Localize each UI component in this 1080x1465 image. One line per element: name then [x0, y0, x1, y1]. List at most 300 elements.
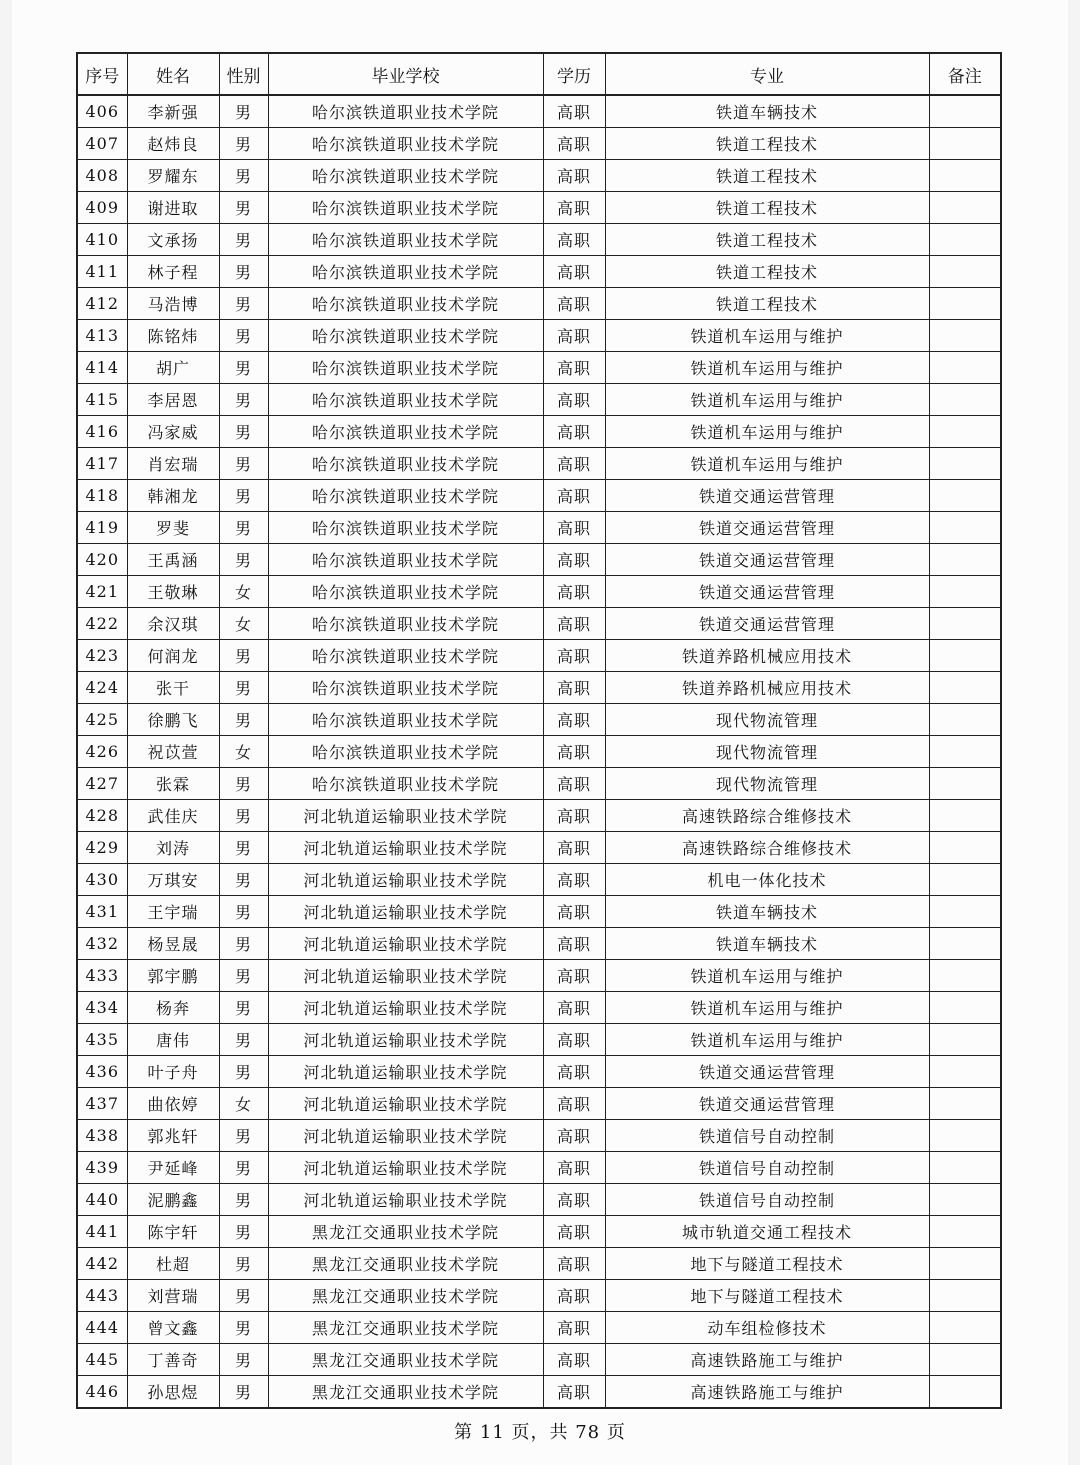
cell-education: 高职 [543, 1184, 605, 1216]
header-gender: 性别 [219, 53, 268, 95]
cell-remarks [929, 608, 1001, 640]
cell-gender: 男 [219, 320, 268, 352]
cell-remarks [929, 448, 1001, 480]
table-row [77, 736, 1001, 768]
cell-school: 河北轨道运输职业技术学院 [268, 992, 543, 1024]
cell-name: 刘营瑞 [127, 1280, 219, 1312]
cell-school: 河北轨道运输职业技术学院 [268, 1024, 543, 1056]
cell-gender: 男 [219, 1216, 268, 1248]
cell-remarks [929, 480, 1001, 512]
cell-name: 赵炜良 [127, 128, 219, 160]
cell-remarks [929, 1344, 1001, 1376]
cell-serial: 432 [77, 928, 127, 960]
cell-gender: 男 [219, 544, 268, 576]
cell-serial: 426 [77, 736, 127, 768]
cell-name: 泥鹏鑫 [127, 1184, 219, 1216]
cell-major: 铁道工程技术 [605, 160, 929, 192]
cell-serial: 415 [77, 384, 127, 416]
cell-gender: 男 [219, 512, 268, 544]
cell-school: 哈尔滨铁道职业技术学院 [268, 256, 543, 288]
cell-serial: 413 [77, 320, 127, 352]
table-row [77, 192, 1001, 224]
cell-school: 哈尔滨铁道职业技术学院 [268, 736, 543, 768]
cell-remarks [929, 1024, 1001, 1056]
cell-gender: 男 [219, 95, 268, 128]
cell-remarks [929, 1120, 1001, 1152]
cell-school: 河北轨道运输职业技术学院 [268, 896, 543, 928]
cell-education: 高职 [543, 192, 605, 224]
cell-name: 孙思煜 [127, 1376, 219, 1409]
cell-major: 铁道信号自动控制 [605, 1184, 929, 1216]
cell-gender: 男 [219, 256, 268, 288]
cell-education: 高职 [543, 1344, 605, 1376]
cell-remarks [929, 352, 1001, 384]
cell-serial: 408 [77, 160, 127, 192]
cell-name: 张干 [127, 672, 219, 704]
cell-education: 高职 [543, 736, 605, 768]
table-row [77, 1184, 1001, 1216]
cell-major: 铁道工程技术 [605, 256, 929, 288]
cell-major: 动车组检修技术 [605, 1312, 929, 1344]
cell-serial: 444 [77, 1312, 127, 1344]
cell-serial: 436 [77, 1056, 127, 1088]
cell-school: 哈尔滨铁道职业技术学院 [268, 480, 543, 512]
cell-remarks [929, 544, 1001, 576]
cell-education: 高职 [543, 1088, 605, 1120]
cell-education: 高职 [543, 512, 605, 544]
table-row [77, 1280, 1001, 1312]
cell-remarks [929, 320, 1001, 352]
cell-remarks [929, 416, 1001, 448]
cell-serial: 406 [77, 95, 127, 128]
table-row [77, 288, 1001, 320]
cell-school: 河北轨道运输职业技术学院 [268, 1184, 543, 1216]
table-row [77, 320, 1001, 352]
table-row [77, 384, 1001, 416]
cell-education: 高职 [543, 480, 605, 512]
cell-name: 何润龙 [127, 640, 219, 672]
cell-major: 铁道信号自动控制 [605, 1120, 929, 1152]
header-serial: 序号 [77, 53, 127, 95]
cell-serial: 416 [77, 416, 127, 448]
cell-school: 黑龙江交通职业技术学院 [268, 1248, 543, 1280]
cell-gender: 男 [219, 992, 268, 1024]
cell-school: 哈尔滨铁道职业技术学院 [268, 95, 543, 128]
cell-school: 哈尔滨铁道职业技术学院 [268, 160, 543, 192]
cell-major: 铁道机车运用与维护 [605, 320, 929, 352]
cell-serial: 423 [77, 640, 127, 672]
cell-remarks [929, 960, 1001, 992]
table-row [77, 960, 1001, 992]
cell-education: 高职 [543, 160, 605, 192]
table-row [77, 928, 1001, 960]
header-education: 学历 [543, 53, 605, 95]
cell-major: 铁道机车运用与维护 [605, 992, 929, 1024]
cell-serial: 417 [77, 448, 127, 480]
cell-education: 高职 [543, 1312, 605, 1344]
cell-education: 高职 [543, 1376, 605, 1409]
cell-school: 河北轨道运输职业技术学院 [268, 1056, 543, 1088]
cell-name: 曾文鑫 [127, 1312, 219, 1344]
cell-name: 祝苡萱 [127, 736, 219, 768]
table-row [77, 1248, 1001, 1280]
cell-school: 哈尔滨铁道职业技术学院 [268, 288, 543, 320]
cell-remarks [929, 288, 1001, 320]
table-row [77, 1344, 1001, 1376]
cell-school: 河北轨道运输职业技术学院 [268, 1120, 543, 1152]
cell-serial: 431 [77, 896, 127, 928]
cell-gender: 男 [219, 224, 268, 256]
table-row [77, 800, 1001, 832]
cell-education: 高职 [543, 1152, 605, 1184]
cell-school: 哈尔滨铁道职业技术学院 [268, 128, 543, 160]
cell-school: 黑龙江交通职业技术学院 [268, 1376, 543, 1409]
cell-name: 陈铭炜 [127, 320, 219, 352]
cell-school: 哈尔滨铁道职业技术学院 [268, 768, 543, 800]
cell-serial: 421 [77, 576, 127, 608]
table-row [77, 1088, 1001, 1120]
cell-education: 高职 [543, 1120, 605, 1152]
table-row [77, 640, 1001, 672]
cell-gender: 女 [219, 736, 268, 768]
cell-major: 城市轨道交通工程技术 [605, 1216, 929, 1248]
cell-gender: 男 [219, 960, 268, 992]
table-row [77, 128, 1001, 160]
cell-name: 谢进取 [127, 192, 219, 224]
cell-school: 河北轨道运输职业技术学院 [268, 960, 543, 992]
cell-gender: 女 [219, 608, 268, 640]
cell-major: 铁道交通运营管理 [605, 512, 929, 544]
table-row [77, 95, 1001, 128]
cell-remarks [929, 864, 1001, 896]
cell-gender: 男 [219, 1184, 268, 1216]
table-row [77, 256, 1001, 288]
cell-school: 河北轨道运输职业技术学院 [268, 928, 543, 960]
cell-education: 高职 [543, 416, 605, 448]
cell-name: 林子程 [127, 256, 219, 288]
cell-serial: 414 [77, 352, 127, 384]
cell-school: 哈尔滨铁道职业技术学院 [268, 672, 543, 704]
cell-name: 杨昱晟 [127, 928, 219, 960]
cell-serial: 429 [77, 832, 127, 864]
cell-major: 铁道机车运用与维护 [605, 352, 929, 384]
cell-serial: 425 [77, 704, 127, 736]
cell-major: 铁道养路机械应用技术 [605, 672, 929, 704]
table-row [77, 864, 1001, 896]
cell-major: 铁道车辆技术 [605, 928, 929, 960]
cell-major: 现代物流管理 [605, 768, 929, 800]
header-school: 毕业学校 [268, 53, 543, 95]
header-major: 专业 [605, 53, 929, 95]
cell-school: 河北轨道运输职业技术学院 [268, 832, 543, 864]
table-body [77, 95, 1001, 1408]
cell-serial: 419 [77, 512, 127, 544]
cell-remarks [929, 896, 1001, 928]
cell-gender: 男 [219, 1120, 268, 1152]
cell-name: 杜超 [127, 1248, 219, 1280]
cell-education: 高职 [543, 1216, 605, 1248]
cell-gender: 男 [219, 1344, 268, 1376]
cell-remarks [929, 1088, 1001, 1120]
table-row [77, 544, 1001, 576]
cell-name: 杨奔 [127, 992, 219, 1024]
cell-major: 铁道工程技术 [605, 288, 929, 320]
cell-name: 丁善奇 [127, 1344, 219, 1376]
table-row [77, 224, 1001, 256]
cell-education: 高职 [543, 640, 605, 672]
cell-serial: 443 [77, 1280, 127, 1312]
cell-education: 高职 [543, 1024, 605, 1056]
cell-major: 铁道工程技术 [605, 128, 929, 160]
table-row [77, 448, 1001, 480]
cell-gender: 男 [219, 640, 268, 672]
cell-serial: 434 [77, 992, 127, 1024]
graduate-roster-table [76, 52, 1002, 1409]
cell-school: 哈尔滨铁道职业技术学院 [268, 192, 543, 224]
cell-gender: 男 [219, 384, 268, 416]
cell-serial: 430 [77, 864, 127, 896]
cell-major: 铁道机车运用与维护 [605, 448, 929, 480]
cell-education: 高职 [543, 384, 605, 416]
cell-name: 王禹涵 [127, 544, 219, 576]
cell-gender: 女 [219, 1088, 268, 1120]
cell-name: 陈宇轩 [127, 1216, 219, 1248]
cell-serial: 442 [77, 1248, 127, 1280]
cell-name: 余汉琪 [127, 608, 219, 640]
cell-remarks [929, 992, 1001, 1024]
cell-gender: 男 [219, 1312, 268, 1344]
cell-remarks [929, 384, 1001, 416]
cell-remarks [929, 95, 1001, 128]
cell-education: 高职 [543, 704, 605, 736]
cell-name: 文承扬 [127, 224, 219, 256]
cell-name: 马浩博 [127, 288, 219, 320]
cell-school: 哈尔滨铁道职业技术学院 [268, 608, 543, 640]
cell-major: 铁道机车运用与维护 [605, 384, 929, 416]
table-row [77, 1056, 1001, 1088]
cell-school: 哈尔滨铁道职业技术学院 [268, 576, 543, 608]
cell-education: 高职 [543, 960, 605, 992]
cell-education: 高职 [543, 1056, 605, 1088]
cell-name: 胡广 [127, 352, 219, 384]
cell-remarks [929, 1184, 1001, 1216]
table-row [77, 576, 1001, 608]
cell-school: 哈尔滨铁道职业技术学院 [268, 320, 543, 352]
cell-remarks [929, 640, 1001, 672]
table-row [77, 480, 1001, 512]
cell-major: 高速铁路施工与维护 [605, 1376, 929, 1409]
cell-major: 现代物流管理 [605, 704, 929, 736]
table-row [77, 352, 1001, 384]
table-row [77, 704, 1001, 736]
cell-serial: 441 [77, 1216, 127, 1248]
cell-major: 地下与隧道工程技术 [605, 1248, 929, 1280]
cell-education: 高职 [543, 544, 605, 576]
cell-gender: 女 [219, 576, 268, 608]
cell-major: 铁道工程技术 [605, 224, 929, 256]
header-remarks: 备注 [929, 53, 1001, 95]
cell-gender: 男 [219, 1248, 268, 1280]
table-row [77, 1376, 1001, 1409]
cell-serial: 445 [77, 1344, 127, 1376]
cell-remarks [929, 224, 1001, 256]
cell-education: 高职 [543, 928, 605, 960]
cell-gender: 男 [219, 128, 268, 160]
cell-serial: 424 [77, 672, 127, 704]
cell-major: 高速铁路综合维修技术 [605, 800, 929, 832]
cell-gender: 男 [219, 704, 268, 736]
cell-remarks [929, 736, 1001, 768]
cell-education: 高职 [543, 224, 605, 256]
cell-name: 叶子舟 [127, 1056, 219, 1088]
cell-education: 高职 [543, 1280, 605, 1312]
header-name: 姓名 [127, 53, 219, 95]
cell-serial: 433 [77, 960, 127, 992]
cell-major: 铁道机车运用与维护 [605, 960, 929, 992]
cell-name: 张霖 [127, 768, 219, 800]
cell-serial: 409 [77, 192, 127, 224]
table-row [77, 768, 1001, 800]
cell-school: 河北轨道运输职业技术学院 [268, 1088, 543, 1120]
cell-major: 铁道交通运营管理 [605, 544, 929, 576]
cell-school: 黑龙江交通职业技术学院 [268, 1216, 543, 1248]
cell-name: 徐鹏飞 [127, 704, 219, 736]
cell-gender: 男 [219, 1056, 268, 1088]
cell-education: 高职 [543, 576, 605, 608]
cell-education: 高职 [543, 288, 605, 320]
cell-name: 李新强 [127, 95, 219, 128]
cell-remarks [929, 1376, 1001, 1409]
cell-school: 黑龙江交通职业技术学院 [268, 1280, 543, 1312]
cell-major: 地下与隧道工程技术 [605, 1280, 929, 1312]
cell-major: 高速铁路施工与维护 [605, 1344, 929, 1376]
cell-gender: 男 [219, 448, 268, 480]
cell-remarks [929, 1248, 1001, 1280]
table-row [77, 1024, 1001, 1056]
cell-remarks [929, 704, 1001, 736]
table-row [77, 992, 1001, 1024]
cell-major: 铁道机车运用与维护 [605, 1024, 929, 1056]
cell-school: 哈尔滨铁道职业技术学院 [268, 416, 543, 448]
cell-name: 罗耀东 [127, 160, 219, 192]
cell-education: 高职 [543, 448, 605, 480]
cell-name: 肖宏瑞 [127, 448, 219, 480]
cell-gender: 男 [219, 1152, 268, 1184]
cell-major: 铁道车辆技术 [605, 95, 929, 128]
table-header-row [77, 53, 1001, 95]
cell-remarks [929, 1216, 1001, 1248]
cell-school: 黑龙江交通职业技术学院 [268, 1312, 543, 1344]
cell-major: 铁道信号自动控制 [605, 1152, 929, 1184]
cell-school: 河北轨道运输职业技术学院 [268, 864, 543, 896]
cell-gender: 男 [219, 352, 268, 384]
table-row [77, 608, 1001, 640]
cell-education: 高职 [543, 992, 605, 1024]
cell-gender: 男 [219, 800, 268, 832]
cell-education: 高职 [543, 320, 605, 352]
cell-major: 现代物流管理 [605, 736, 929, 768]
table-row [77, 832, 1001, 864]
cell-education: 高职 [543, 896, 605, 928]
page-number: 第 11 页，共 78 页 [454, 1422, 626, 1443]
cell-name: 冯家威 [127, 416, 219, 448]
cell-serial: 428 [77, 800, 127, 832]
cell-remarks [929, 928, 1001, 960]
cell-gender: 男 [219, 480, 268, 512]
cell-serial: 411 [77, 256, 127, 288]
cell-serial: 410 [77, 224, 127, 256]
table-row [77, 896, 1001, 928]
cell-school: 哈尔滨铁道职业技术学院 [268, 512, 543, 544]
cell-name: 刘涛 [127, 832, 219, 864]
cell-remarks [929, 768, 1001, 800]
cell-name: 罗斐 [127, 512, 219, 544]
cell-major: 铁道交通运营管理 [605, 1056, 929, 1088]
cell-name: 武佳庆 [127, 800, 219, 832]
cell-serial: 446 [77, 1376, 127, 1409]
cell-gender: 男 [219, 896, 268, 928]
cell-name: 王敬琳 [127, 576, 219, 608]
cell-remarks [929, 128, 1001, 160]
cell-remarks [929, 1312, 1001, 1344]
cell-gender: 男 [219, 1024, 268, 1056]
cell-school: 哈尔滨铁道职业技术学院 [268, 544, 543, 576]
cell-serial: 437 [77, 1088, 127, 1120]
cell-school: 哈尔滨铁道职业技术学院 [268, 352, 543, 384]
cell-education: 高职 [543, 256, 605, 288]
cell-school: 黑龙江交通职业技术学院 [268, 1344, 543, 1376]
table-row [77, 1312, 1001, 1344]
table-row [77, 512, 1001, 544]
cell-name: 王宇瑞 [127, 896, 219, 928]
cell-gender: 男 [219, 1280, 268, 1312]
cell-remarks [929, 1152, 1001, 1184]
cell-education: 高职 [543, 608, 605, 640]
cell-education: 高职 [543, 864, 605, 896]
cell-gender: 男 [219, 672, 268, 704]
table-row [77, 672, 1001, 704]
cell-major: 铁道交通运营管理 [605, 608, 929, 640]
cell-education: 高职 [543, 800, 605, 832]
cell-serial: 435 [77, 1024, 127, 1056]
cell-school: 河北轨道运输职业技术学院 [268, 800, 543, 832]
cell-remarks [929, 800, 1001, 832]
cell-gender: 男 [219, 1376, 268, 1409]
table-row [77, 1120, 1001, 1152]
cell-remarks [929, 832, 1001, 864]
cell-serial: 418 [77, 480, 127, 512]
cell-gender: 男 [219, 832, 268, 864]
cell-major: 机电一体化技术 [605, 864, 929, 896]
cell-school: 哈尔滨铁道职业技术学院 [268, 640, 543, 672]
cell-education: 高职 [543, 768, 605, 800]
cell-education: 高职 [543, 672, 605, 704]
cell-name: 李居恩 [127, 384, 219, 416]
cell-major: 铁道交通运营管理 [605, 576, 929, 608]
cell-serial: 427 [77, 768, 127, 800]
cell-gender: 男 [219, 416, 268, 448]
cell-serial: 438 [77, 1120, 127, 1152]
cell-school: 哈尔滨铁道职业技术学院 [268, 384, 543, 416]
cell-school: 哈尔滨铁道职业技术学院 [268, 704, 543, 736]
table-row [77, 160, 1001, 192]
cell-serial: 407 [77, 128, 127, 160]
cell-serial: 420 [77, 544, 127, 576]
cell-name: 郭兆轩 [127, 1120, 219, 1152]
cell-gender: 男 [219, 160, 268, 192]
cell-school: 河北轨道运输职业技术学院 [268, 1152, 543, 1184]
cell-gender: 男 [219, 288, 268, 320]
